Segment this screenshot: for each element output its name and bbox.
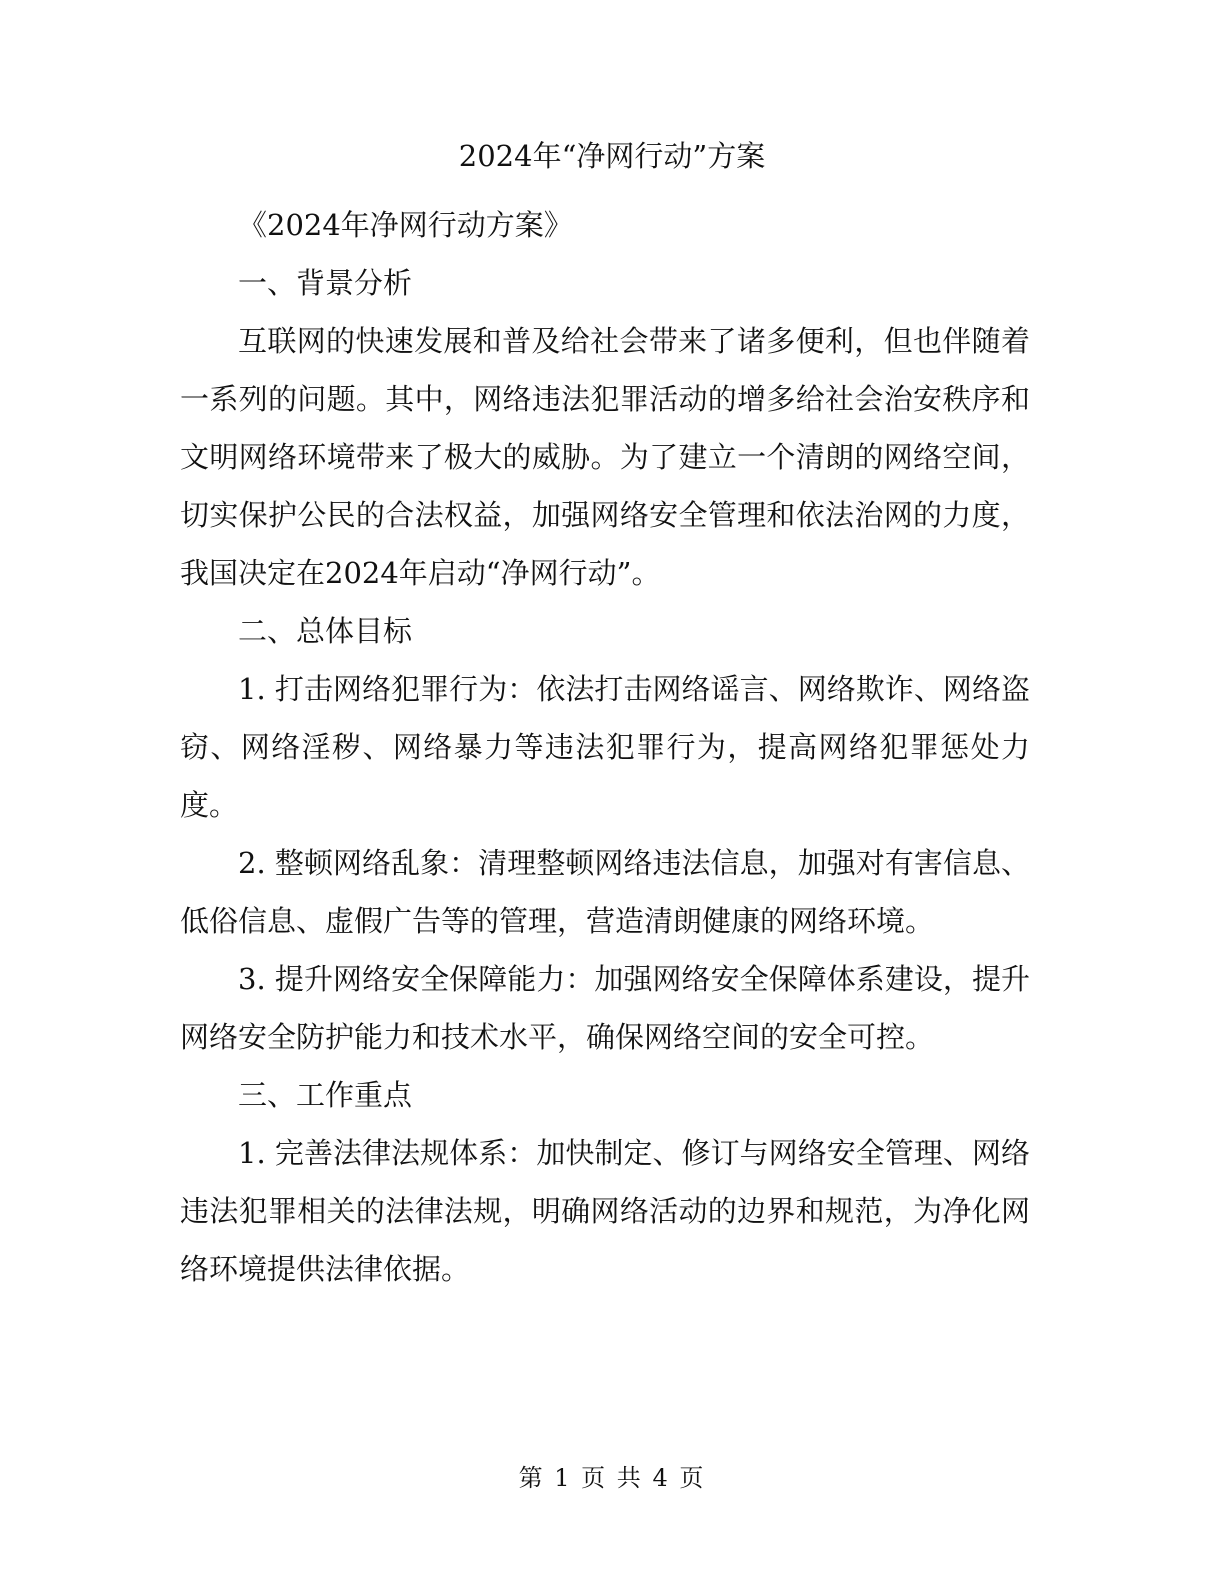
section-heading-focus: 三、工作重点: [238, 1078, 413, 1112]
goal-item-3: 3. 提升网络安全保障能力：加强网络安全保障体系建设，提升网络安全防护能力和技术水平，确保网络空间的安全可控。: [180, 962, 1030, 1054]
section-heading-background: 一、背景分析: [238, 266, 413, 300]
goal-item-2: 2. 整顿网络乱象：清理整顿网络违法信息，加强对有害信息、低俗信息、虚假广告等的管理，营造清朗健康的网络环境。: [180, 846, 1030, 938]
section-heading-goals: 二、总体目标: [238, 614, 413, 648]
document-title: 2024年“净网行动”方案: [458, 139, 766, 173]
subtitle: 《2024年净网行动方案》: [238, 208, 573, 242]
document-body: [180, 196, 1030, 1298]
goal-item-1: 1. 打击网络犯罪行为：依法打击网络谣言、网络欺诈、网络盗窃、网络淫秽、网络暴力等违法犯罪行为，提高网络犯罪惩处力度。: [180, 672, 1030, 822]
focus-item-1: 1. 完善法律法规体系：加快制定、修订与网络安全管理、网络违法犯罪相关的法律法规，明确网络活动的边界和规范，为净化网络环境提供法律依据。: [180, 1136, 1030, 1286]
paragraph-background: 互联网的快速发展和普及给社会带来了诸多便利，但也伴随着一系列的问题。其中，网络违法犯罪活动的增多给社会治安秩序和文明网络环境带来了极大的威胁。为了建立一个清朗的网络空间，切实保护公民的合法权益，加强网络安全管理和依法治网的力度，我国决定在2024年启动“净网行动”。: [180, 324, 1030, 590]
page-footer: 第 1 页 共 4 页: [518, 1464, 706, 1492]
